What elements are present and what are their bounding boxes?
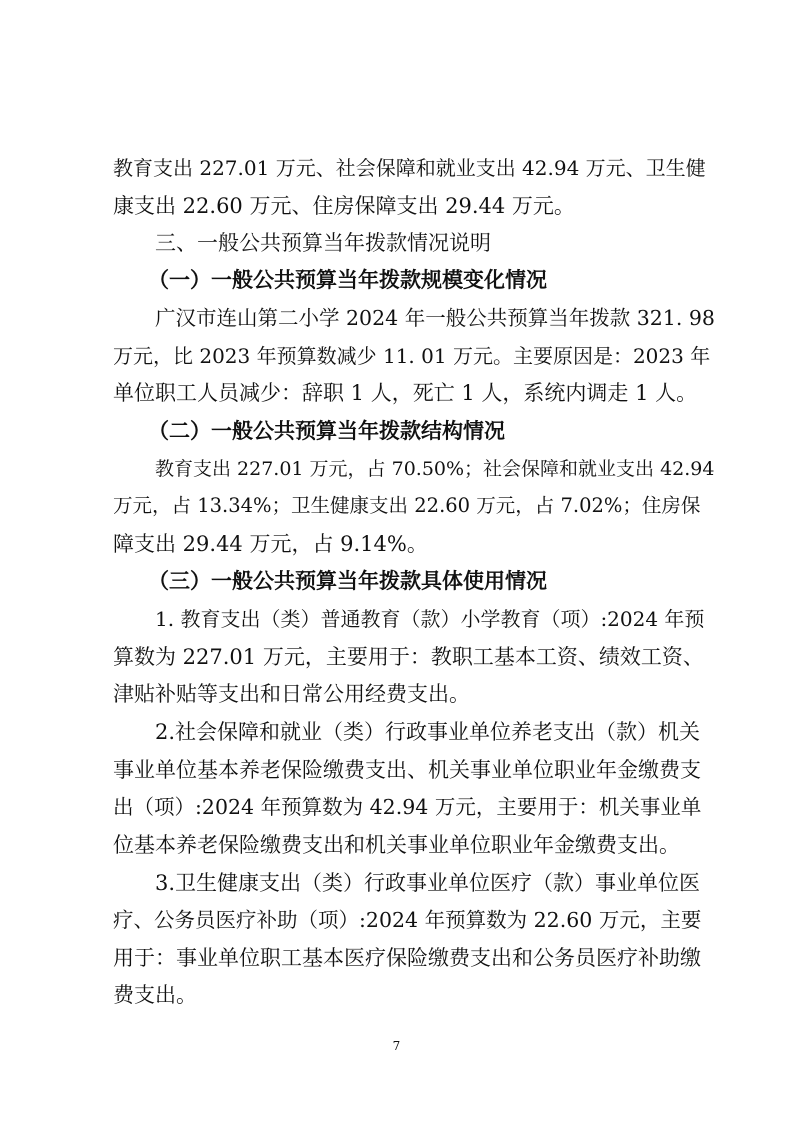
text-line: 教育支出 227.01 万元，占 70.50%；社会保障和就业支出 42.94	[155, 458, 715, 480]
text-line: 事业单位基本养老保险缴费支出、机关事业单位职业年金缴费支	[113, 758, 701, 782]
text-line: 万元，占 13.34%；卫生健康支出 22.60 万元，占 7.02%；住房保	[113, 494, 701, 517]
text-line: 费支出。	[113, 983, 197, 1007]
text-line: 出（项）:2024 年预算数为 42.94 万元，主要用于：机关事业单	[113, 795, 702, 819]
text-line: 用于：事业单位职工基本医疗保险缴费支出和公务员医疗补助缴	[113, 946, 701, 970]
text-line: 广汉市连山第二小学 2024 年一般公共预算当年拨款 321. 98	[155, 306, 715, 330]
page-number: 7	[392, 1039, 401, 1053]
text-line: 位基本养老保险缴费支出和机关事业单位职业年金缴费支出。	[113, 833, 680, 857]
subsection-heading: （一）一般公共预算当年拨款规模变化情况	[148, 268, 547, 292]
text-line: 2.社会保障和就业（类）行政事业单位养老支出（款）机关	[155, 720, 701, 744]
text-line: 津贴补贴等支出和日常公用经费支出。	[113, 682, 470, 706]
text-line: 万元，比 2023 年预算数减少 11. 01 万元。主要原因是：2023 年	[113, 344, 711, 368]
text-line: 教育支出 227.01 万元、社会保障和就业支出 42.94 万元、卫生健	[113, 156, 706, 180]
text-line: 疗、公务员医疗补助（项）:2024 年预算数为 22.60 万元，主要	[113, 908, 702, 932]
text-line: 算数为 227.01 万元，主要用于：教职工基本工资、绩效工资、	[113, 645, 704, 669]
subsection-heading: （三）一般公共预算当年拨款具体使用情况	[148, 569, 547, 593]
subsection-heading: （二）一般公共预算当年拨款结构情况	[148, 419, 505, 443]
text-line: 康支出 22.60 万元、住房保障支出 29.44 万元。	[113, 194, 575, 218]
text-line: 单位职工人员减少：辞职 1 人，死亡 1 人，系统内调走 1 人。	[113, 381, 698, 405]
text-line: 3.卫生健康支出（类）行政事业单位医疗（款）事业单位医	[155, 871, 701, 895]
text-line: 障支出 29.44 万元，占 9.14%。	[113, 532, 428, 556]
text-line: 1. 教育支出（类）普通教育（款）小学教育（项）:2024 年预	[155, 607, 705, 631]
section-title: 三、一般公共预算当年拨款情况说明	[155, 231, 491, 255]
